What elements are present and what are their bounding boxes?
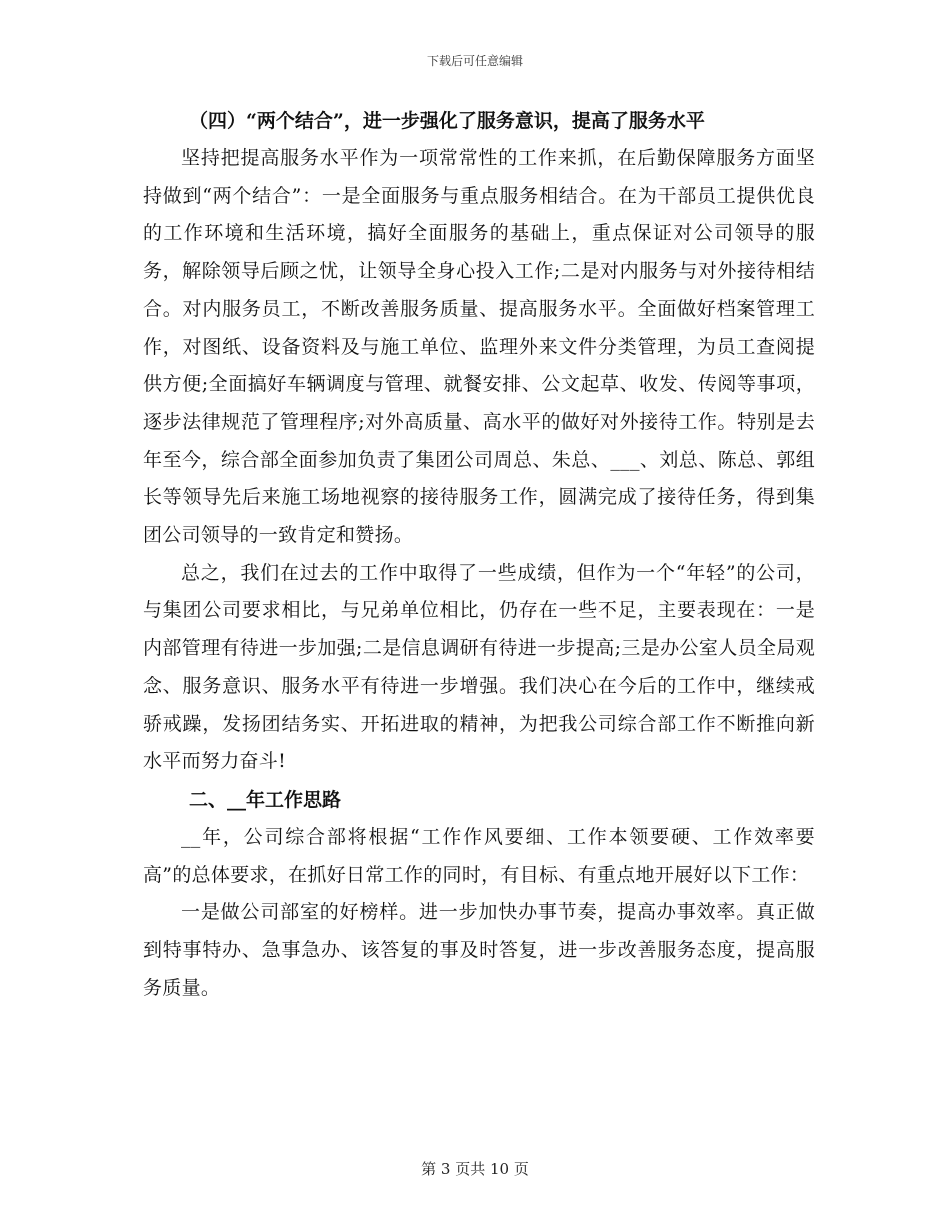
paragraph-work-plan: __年，公司综合部将根据“工作作风要细、工作本领要硬、工作效率要高”的总体要求，在抓好日常工作的同时，有目标、有重点地开展好以下工作： [143, 825, 815, 886]
page-header-note: 下载后可任意编辑 [426, 54, 523, 68]
document-body [143, 102, 815, 1007]
section-heading-four: （四）“两个结合”，进一步强化了服务意识，提高了服务水平 [189, 110, 705, 132]
paragraph-summary: 总之，我们在过去的工作中取得了一些成绩，但作为一个“年轻”的公司，与集团公司要求相比，与兄弟单位相比，仍存在一些不足，主要表现在：一是内部管理有待进一步加强;二是信息调研有待进一步提高;三是办公室人员全局观念、服务意识、服务水平有待进一步增强。我们决心在今后的工作中，继续戒骄戒躁，发扬团结务实、开拓进取的精神，为把我公司综合部工作不断推向新水平而努力奋斗! [143, 561, 815, 773]
section-heading-two: 二、__年工作思路 [189, 788, 342, 811]
page-number: 第 3 页共 10 页 [421, 1160, 529, 1178]
paragraph-service-combination: 坚持把提高服务水平作为一项常常性的工作来抓，在后勤保障服务方面坚持做到“两个结合”：一是全面服务与重点服务相结合。在为干部员工提供优良的工作环境和生活环境，搞好全面服务的基础上，重点保证对公司领导的服务，解除领导后顾之忧，让领导全身心投入工作;二是对内服务与对外接待相结合。对内服务员工，不断改善服务质量、提高服务水平。全面做好档案管理工作，对图纸、设备资料及与施工单位、监理外来文件分类管理，为员工查阅提供方便;全面搞好车辆调度与管理、就餐安排、公文起草、收发、传阅等事项，逐步法律规范了管理程序;对外高质量、高水平的做好对外接待工作。特别是去年至今，综合部全面参加负责了集团公司周总、朱总、___、刘总、陈总、郭组长等领导先后来施工场地视察的接待服务工作，圆满完成了接待任务，得到集团公司领导的一致肯定和赞扬。 [143, 147, 815, 547]
paragraph-role-model: 一是做公司部室的好榜样。进一步加快办事节奏，提高办事效率。真正做到特事特办、急事急办、该答复的事及时答复，进一步改善服务态度，提高服务质量。 [143, 901, 815, 999]
